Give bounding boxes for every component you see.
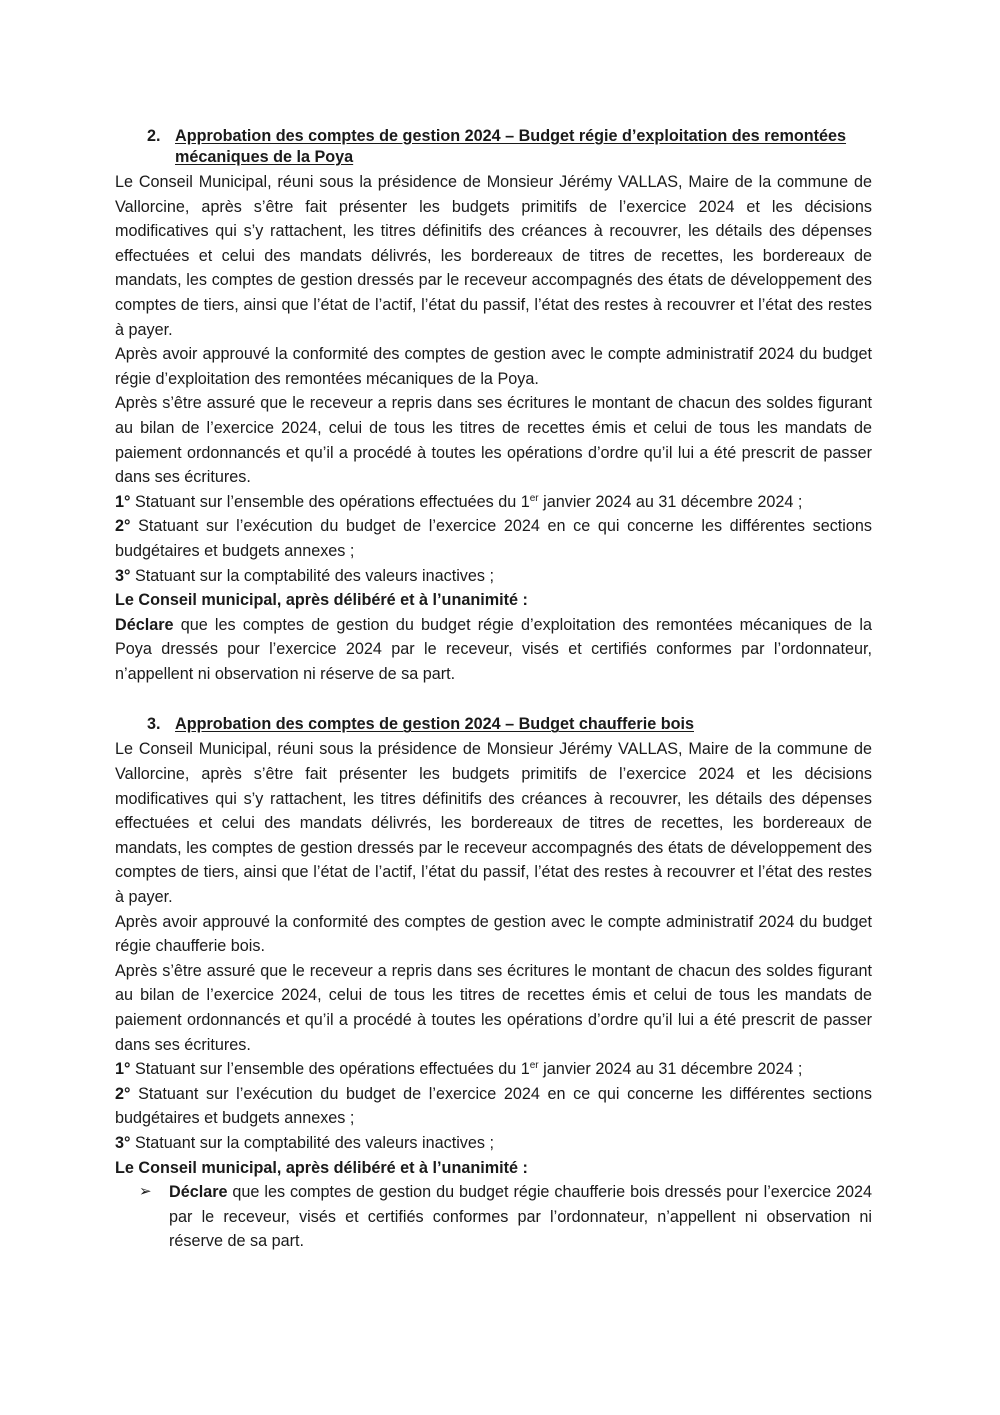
assurance-paragraph: Après s’être assuré que le receveur a repris dans ses écritures le montant de chacun des soldes figurant au bilan de l’exercice 2024, celui de tous les titres de recettes émis et celui de tous les mandats de paiement ordonnancés et qu’il a procédé à toutes les opérations d’ordre qu’il lui a été prescrit de passer dans ses écritures.: [115, 394, 872, 487]
item-number: 2°: [115, 1084, 131, 1103]
statement-item-3: [115, 1131, 872, 1156]
item-number: 3°: [115, 566, 131, 585]
item-number: 3°: [115, 1133, 131, 1152]
assurance-paragraph: Après s’être assuré que le receveur a repris dans ses écritures le montant de chacun des soldes figurant au bilan de l’exercice 2024, celui de tous les titres de recettes émis et celui de tous les mandats de paiement ordonnancés et qu’il a procédé à toutes les opérations d’ordre qu’il lui a été prescrit de passer dans ses écritures.: [115, 961, 872, 1054]
decision-text: Le Conseil municipal, après délibéré et à l’unanimité :: [115, 1158, 528, 1177]
section-3: [115, 714, 872, 1253]
declare-word: Déclare: [169, 1183, 228, 1202]
arrowhead-right-icon: ➢: [139, 1183, 152, 1201]
item-text: Statuant sur la comptabilité des valeurs inactives ;: [130, 566, 494, 585]
item-text-end: janvier 2024 au 31 décembre 2024 ;: [538, 492, 803, 511]
item-text: Statuant sur l’ensemble des opérations effectuées du 1: [130, 492, 530, 511]
statement-item-2: [115, 514, 872, 563]
section-number: 3.: [147, 715, 161, 734]
declare-text: que les comptes de gestion du budget régie chaufferie bois dressés pour l’exercice 2024 par le receveur, visés et certifiés conformes par l’ordonnateur, n’appellent ni observation ni réserve de sa part.: [169, 1183, 872, 1251]
approval-paragraph: Après avoir approuvé la conformité des comptes de gestion avec le compte administratif 2024 du budget régie chaufferie bois.: [115, 912, 872, 956]
intro-paragraph: Le Conseil Municipal, réuni sous la présidence de Monsieur Jérémy VALLAS, Maire de la commune de Vallorcine, après s’être fait présenter les budgets primitifs de l’exercice 2024 et les décisions modificatives qui s’y rattachent, les titres définitifs des créances à recouvrer, les détails des dépenses effectuées et celui des mandats délivrés, les bordereaux de titres de recettes, les bordereaux de mandats, les comptes de gestion dressés par le receveur accompagnés des états de développement des comptes de tiers, ainsi que l’état de l’actif, l’état du passif, l’état des restes à recouvrer et l’état des restes à payer.: [115, 173, 872, 339]
item-text: Statuant sur la comptabilité des valeurs inactives ;: [130, 1133, 494, 1152]
item-text-end: janvier 2024 au 31 décembre 2024 ;: [538, 1060, 803, 1079]
statement-item-2: [115, 1082, 872, 1131]
item-text: Statuant sur l’exécution du budget de l’exercice 2024 en ce qui concerne les différentes sections budgétaires et budgets annexes ;: [115, 517, 872, 560]
section-title: Approbation des comptes de gestion 2024 – Budget régie d’exploitation des remontées mécaniques de la Poya: [175, 127, 847, 166]
item-number: 1°: [115, 1060, 131, 1079]
section-heading: [147, 126, 872, 168]
statement-item-1: [115, 490, 872, 515]
decision-text: Le Conseil municipal, après délibéré et à l’unanimité :: [115, 591, 528, 610]
item-number: 2°: [115, 517, 131, 536]
item-superscript: er: [529, 492, 539, 504]
declaration-paragraph: [169, 1180, 872, 1254]
section-heading: [147, 714, 872, 735]
declaration-bullet: [139, 1180, 872, 1254]
declaration-paragraph: [115, 613, 872, 687]
declare-text: que les comptes de gestion du budget régie d’exploitation des remontées mécaniques de la Poya dressés pour l’exercice 2024 par le receveur, visés et certifiés conformes par l’ordonnateur, n’appellent ni observation ni réserve de sa part.: [115, 615, 872, 683]
item-superscript: er: [529, 1060, 539, 1072]
item-number: 1°: [115, 492, 131, 511]
decision-line: [115, 588, 872, 613]
statement-item-1: [115, 1057, 872, 1082]
intro-paragraph: Le Conseil Municipal, réuni sous la présidence de Monsieur Jérémy VALLAS, Maire de la commune de Vallorcine, après s’être fait présenter les budgets primitifs de l’exercice 2024 et les décisions modificatives qui s’y rattachent, les titres définitifs des créances à recouvrer, les détails des dépenses effectuées et celui des mandats délivrés, les bordereaux de titres de recettes, les bordereaux de mandats, les comptes de gestion dressés par le receveur accompagnés des états de développement des comptes de tiers, ainsi que l’état de l’actif, l’état du passif, l’état des restes à recouvrer et l’état des restes à payer.: [115, 740, 872, 907]
approval-paragraph: Après avoir approuvé la conformité des comptes de gestion avec le compte administratif 2024 du budget régie d’exploitation des remontées mécaniques de la Poya.: [115, 345, 872, 388]
statement-item-3: [115, 564, 872, 589]
section-2: [115, 126, 872, 686]
section-title: Approbation des comptes de gestion 2024 – Budget chaufferie bois: [175, 715, 694, 734]
item-text: Statuant sur l’exécution du budget de l’exercice 2024 en ce qui concerne les différentes sections budgétaires et budgets annexes ;: [115, 1084, 872, 1128]
item-text: Statuant sur l’ensemble des opérations effectuées du 1: [130, 1060, 530, 1079]
declare-word: Déclare: [115, 615, 174, 634]
decision-line: [115, 1156, 872, 1181]
section-number: 2.: [147, 127, 161, 145]
